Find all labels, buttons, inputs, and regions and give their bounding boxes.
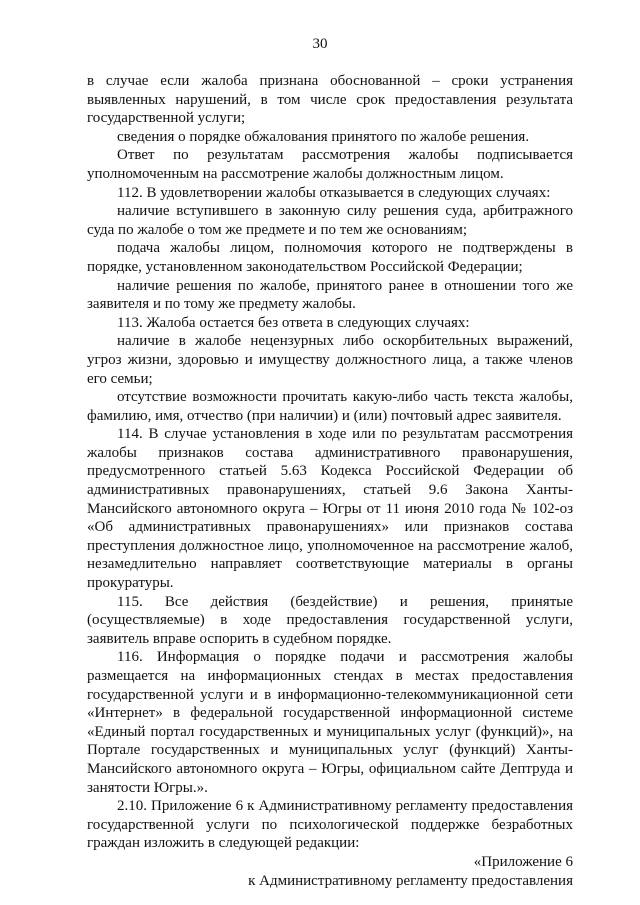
- paragraph: в случае если жалоба признана обоснованной – сроки устранения выявленных нарушений, в том числе срок предоставления результата государственной услуги;: [87, 73, 573, 127]
- paragraph-115: 115. Все действия (бездействие) и решения, принятые (осуществляемые) в ходе предоставления государственной услуги, заявитель вправе оспорить в судебном порядке.: [87, 593, 573, 647]
- paragraph-112: 112. В удовлетворении жалобы отказывается в следующих случаях:: [117, 184, 551, 201]
- appendix-heading: «Приложение 6: [473, 853, 573, 870]
- paragraph: отсутствие возможности прочитать какую-либо часть текста жалобы, фамилию, имя, отчество (при наличии) и (или) почтовый адрес заявителя.: [87, 389, 573, 424]
- paragraph: наличие в жалобе нецензурных либо оскорбительных выражений, угроз жизни, здоровью и имуществу должностного лица, а также членов его семьи;: [87, 333, 573, 387]
- paragraph-114: 114. В случае установления в ходе или по результатам рассмотрения жалобы признаков состава административного правонарушения, предусмотренного статьей 5.63 Кодекса Российской Федерации об административных правонарушениях, статьей 9.6 Закона Ханты-Мансийского автономного округа – Югры от 11 июня 2010 года № 102-оз «Об административных правонарушениях» или признаков состава преступления должностное лицо, уполномоченное на рассмотрение жалоб, незамедлительно направляет соответствующие материалы в органы прокуратуры.: [87, 426, 573, 592]
- paragraph: наличие вступившего в законную силу решения суда, арбитражного суда по жалобе о том же предмете и по тем же основаниям;: [87, 203, 573, 238]
- paragraph: наличие решения по жалобе, принятого ранее в отношении того же заявителя и по тому же предмету жалобы.: [87, 277, 573, 313]
- document-body: [87, 72, 573, 890]
- paragraph: подача жалобы лицом, полномочия которого не подтверждены в порядке, установленном законодательством Российской Федерации;: [87, 240, 573, 275]
- page-number: 30: [312, 36, 328, 52]
- paragraph: Ответ по результатам рассмотрения жалобы подписывается уполномоченным на рассмотрение жалобы должностным лицом.: [87, 147, 573, 182]
- paragraph-113: 113. Жалоба остается без ответа в следующих случаях:: [117, 314, 470, 331]
- appendix-subheading: к Административному регламенту предоставления: [248, 872, 573, 889]
- paragraph-2-10: 2.10. Приложение 6 к Административному регламенту предоставления государственной услуги по психологической поддержке безработных граждан изложить в следующей редакции:: [87, 798, 573, 852]
- paragraph-116: 116. Информация о порядке подачи и рассмотрения жалобы размещается на информационных стендах в местах предоставления государственной услуги и в информационно-телекоммуникационной сети «Интернет» в федеральной государственной информационной системе «Единый портал государственных и муниципальных услуг (функций)», на Портале государственных и муниципальных услуг (функций) Ханты-Мансийского автономного округа – Югры, официальном сайте Дептруда и занятости Югры.».: [87, 649, 573, 796]
- paragraph: сведения о порядке обжалования принятого по жалобе решения.: [117, 128, 530, 145]
